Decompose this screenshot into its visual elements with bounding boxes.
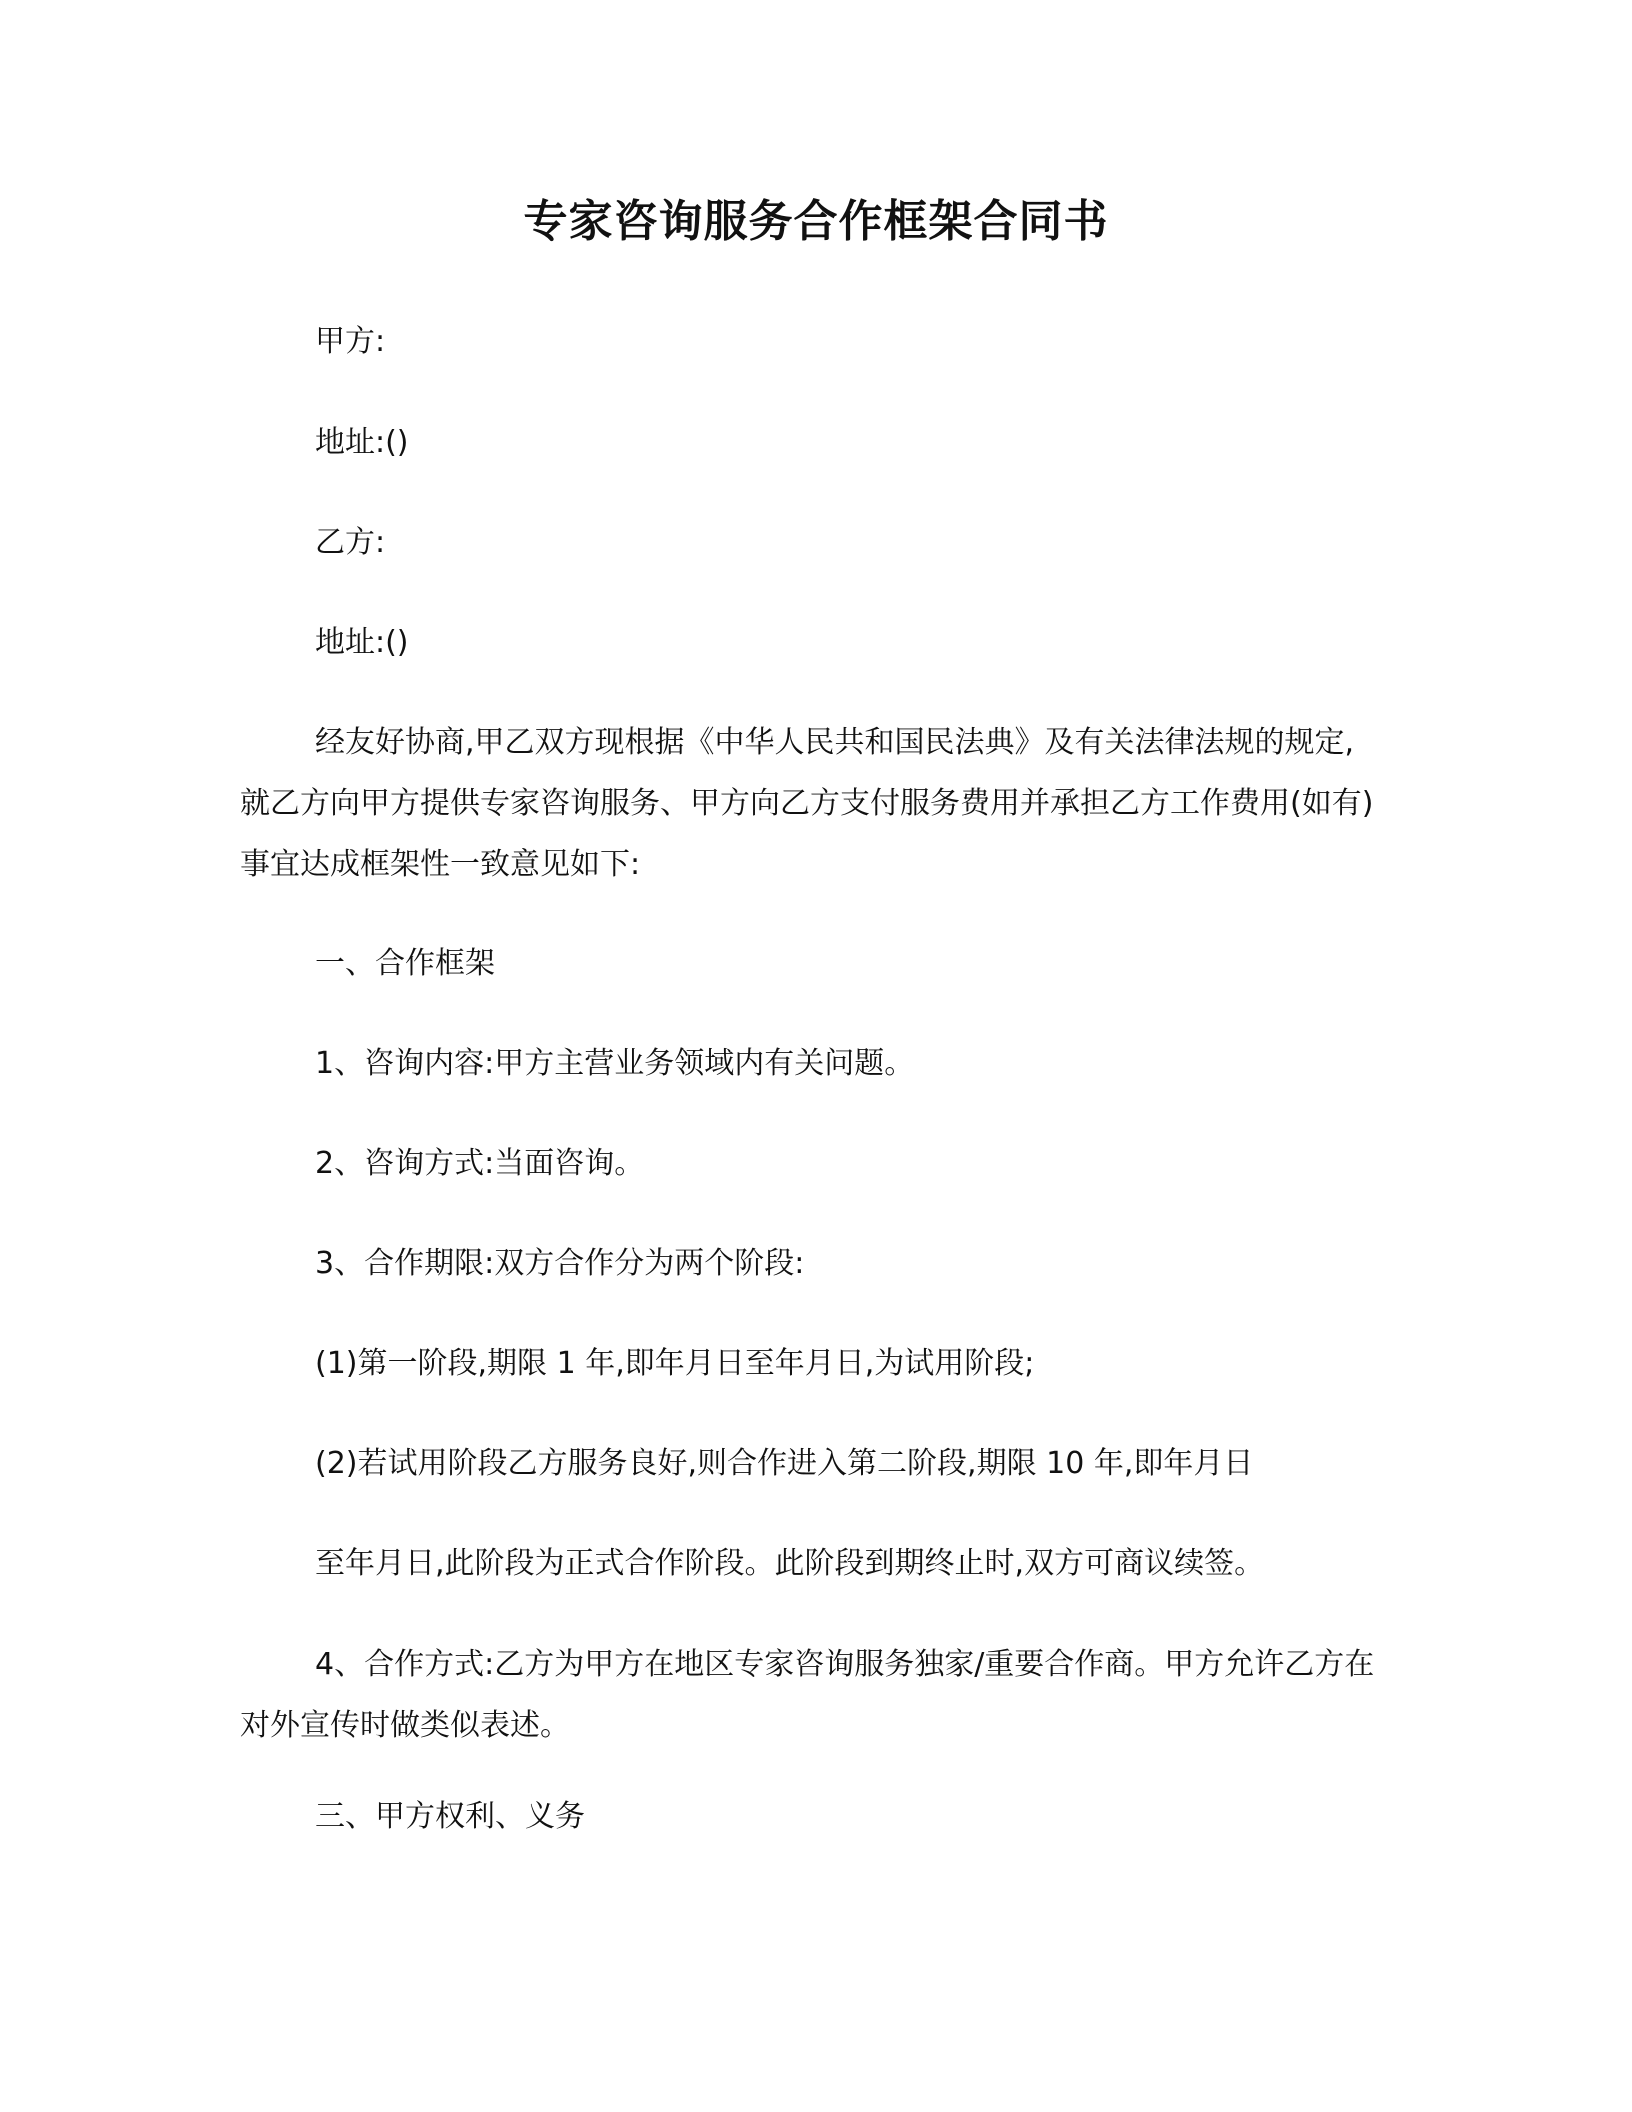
- party-a-address: 地址:(): [315, 425, 409, 460]
- clause-stage-one: (1)第一阶段,期限 1 年,即年月日至年月日,为试用阶段;: [315, 1346, 1035, 1381]
- clause-consult-method: 2、咨询方式:当面咨询。: [315, 1146, 645, 1181]
- section-heading: 一、合作框架: [315, 946, 495, 981]
- clause-cooperation-term: 3、合作期限:双方合作分为两个阶段:: [315, 1246, 805, 1281]
- party-a-label: 甲方:: [315, 324, 386, 359]
- section-heading-party-a: 三、甲方权利、义务: [315, 1799, 585, 1834]
- clause-stage-two: (2)若试用阶段乙方服务良好,则合作进入第二阶段,期限 10 年,即年月日: [315, 1446, 1254, 1481]
- clause-cooperation-mode: 4、合作方式:乙方为甲方在地区专家咨询服务独家/重要合作商。甲方允许乙方在对外宣传时做类似表述。: [240, 1647, 1375, 1743]
- document-title: 专家咨询服务合作框架合同书: [523, 196, 1109, 247]
- party-b-address: 地址:(): [315, 625, 409, 660]
- clause-stage-two-continued: 至年月日,此阶段为正式合作阶段。此阶段到期终止时,双方可商议续签。: [315, 1546, 1265, 1581]
- party-b-label: 乙方:: [315, 525, 386, 560]
- intro-paragraph: 经友好协商,甲乙双方现根据《中华人民共和国民法典》及有关法律法规的规定,就乙方向甲方提供专家咨询服务、甲方向乙方支付服务费用并承担乙方工作费用(如有)事宜达成框架性一致意见如下:: [240, 725, 1374, 882]
- clause-consult-content: 1、咨询内容:甲方主营业务领域内有关问题。: [315, 1046, 915, 1081]
